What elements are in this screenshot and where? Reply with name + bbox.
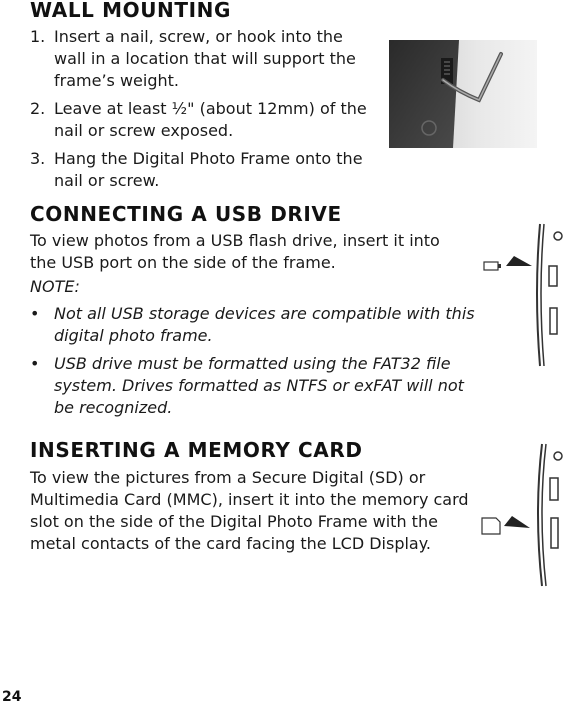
- note-item: [30, 353, 476, 419]
- usb-intro-text: To view photos from a USB flash drive, insert it into the USB port on the side of the frame.: [30, 231, 440, 272]
- step-number: 2.: [30, 99, 46, 118]
- usb-notes: [30, 303, 476, 425]
- note-text: USB drive must be formatted using the FAT32 file system. Drives formatted as NTFS or exFAT will not be recognized.: [54, 354, 464, 417]
- bullet-icon: •: [30, 304, 40, 323]
- note-item: [30, 303, 476, 347]
- step-item: [30, 26, 375, 92]
- step-text: Hang the Digital Photo Frame onto the nail or screw.: [54, 149, 363, 190]
- step-item: [30, 148, 375, 192]
- usb-drive-heading: CONNECTING A USB DRIVE: [30, 202, 342, 226]
- page-number: 24: [2, 689, 22, 705]
- wall-mounting-heading: WALL MOUNTING: [30, 0, 232, 22]
- note-text: Not all USB storage devices are compatible with this digital photo frame.: [54, 304, 475, 345]
- bullet-icon: •: [30, 354, 40, 373]
- wall-mounting-steps: [30, 26, 375, 198]
- wall-mount-photo: [389, 40, 537, 148]
- memory-card-text: To view the pictures from a Secure Digital (SD) or Multimedia Card (MMC), insert it into the memory card slot on the side of the Digital Photo Frame with the metal contacts of the card facing the LCD Display.: [30, 468, 469, 553]
- step-item: [30, 98, 375, 142]
- step-number: 1.: [30, 27, 46, 46]
- step-text: Insert a nail, screw, or hook into the wall in a location that will support the frame’s weight.: [54, 27, 356, 90]
- note-label: NOTE:: [30, 277, 80, 296]
- step-number: 3.: [30, 149, 46, 168]
- memory-card-diagram: [478, 442, 568, 588]
- usb-port-diagram: [480, 222, 568, 368]
- step-text: Leave at least ½" (about 12mm) of the nail or screw exposed.: [54, 99, 367, 140]
- memory-card-heading: INSERTING A MEMORY CARD: [30, 438, 363, 462]
